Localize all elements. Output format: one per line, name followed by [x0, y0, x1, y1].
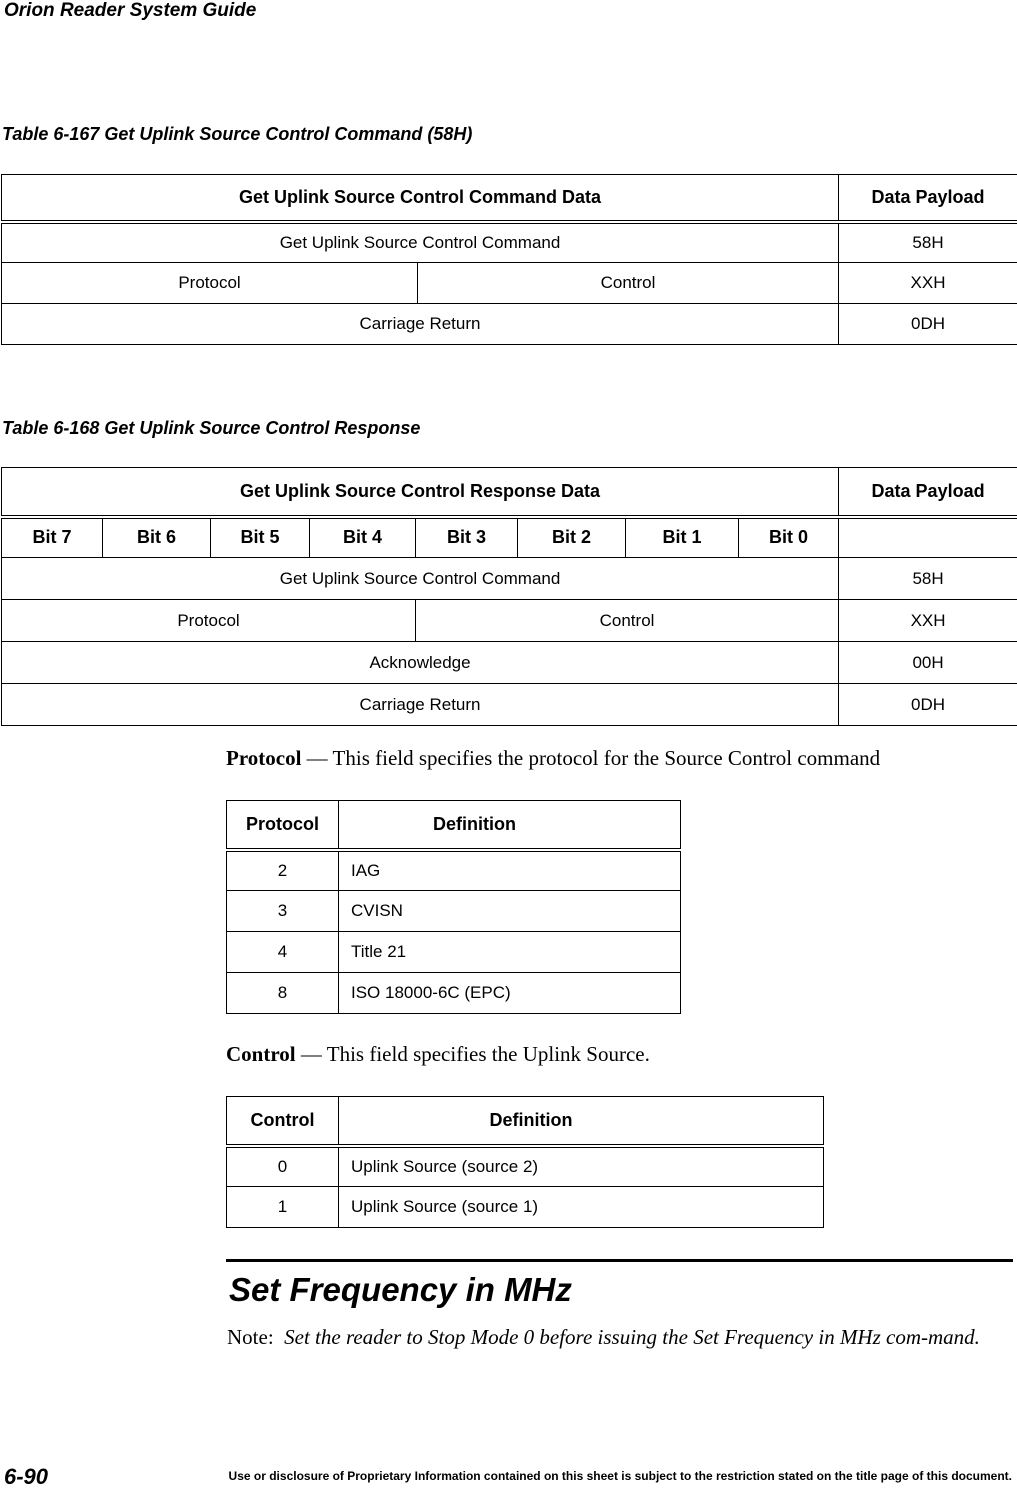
col-header-data: Get Uplink Source Control Response Data: [2, 468, 839, 517]
col-header-definition: Definition: [339, 801, 681, 850]
control-definition: Uplink Source (source 1): [339, 1187, 824, 1228]
cell-protocol-control-value: XXH: [839, 263, 1017, 304]
page-number: 6-90: [4, 1464, 49, 1489]
bit-header: Bit 3: [416, 517, 518, 558]
section-rule: [226, 1259, 1013, 1262]
col-header-control: Control: [227, 1097, 339, 1146]
protocol-code: 3: [227, 891, 339, 932]
bit-header: Bit 4: [310, 517, 416, 558]
cell-command-value: 58H: [839, 222, 1017, 263]
cell-control: Control: [416, 600, 839, 642]
protocol-paragraph: [226, 746, 880, 771]
control-code: 1: [227, 1187, 339, 1228]
bit-payload-blank: [839, 517, 1017, 558]
col-header-definition: Definition: [339, 1097, 824, 1146]
control-table: [226, 1096, 824, 1228]
table-168: [1, 467, 1017, 726]
protocol-table: [226, 800, 681, 1014]
cell-protocol-control-value: XXH: [839, 600, 1017, 642]
cell-protocol: Protocol: [2, 263, 418, 304]
control-term: Control: [226, 1042, 296, 1066]
protocol-description: This field specifies the protocol for the Source Control command: [332, 746, 881, 770]
protocol-definition: IAG: [339, 850, 681, 891]
protocol-definition: CVISN: [339, 891, 681, 932]
table-167: [1, 174, 1017, 345]
cell-control: Control: [418, 263, 839, 304]
note-paragraph: [227, 1324, 1002, 1351]
control-definition: Uplink Source (source 2): [339, 1146, 824, 1187]
cell-carriage-return: Carriage Return: [2, 684, 839, 726]
protocol-term: Protocol: [226, 746, 302, 770]
cell-command-label: Get Uplink Source Control Command: [2, 558, 839, 600]
protocol-code: 4: [227, 932, 339, 973]
running-header: Orion Reader System Guide: [4, 0, 257, 21]
em-dash: —: [295, 1042, 327, 1066]
cell-carriage-return-value: 0DH: [839, 684, 1017, 726]
bit-header: Bit 0: [739, 517, 839, 558]
control-code: 0: [227, 1146, 339, 1187]
bit-header: Bit 1: [626, 517, 739, 558]
cell-acknowledge: Acknowledge: [2, 642, 839, 684]
col-header-data: Get Uplink Source Control Command Data: [2, 175, 839, 222]
control-paragraph: [226, 1042, 650, 1067]
protocol-code: 2: [227, 850, 339, 891]
protocol-definition: Title 21: [339, 932, 681, 973]
section-title: Set Frequency in MHz: [229, 1271, 572, 1308]
em-dash: —: [301, 746, 333, 770]
cell-command-value: 58H: [839, 558, 1017, 600]
cell-carriage-return-value: 0DH: [839, 304, 1017, 345]
table-caption-168: Table 6-168 Get Uplink Source Control Response: [2, 418, 421, 438]
cell-command-label: Get Uplink Source Control Command: [2, 222, 839, 263]
proprietary-notice: Use or disclosure of Proprietary Information contained on this sheet is subject to the restriction stated on the title page of this document.: [228, 1469, 1012, 1483]
bit-header: Bit 7: [2, 517, 103, 558]
table-caption-167: Table 6-167 Get Uplink Source Control Command (58H): [2, 124, 473, 144]
cell-protocol: Protocol: [2, 600, 416, 642]
cell-carriage-return: Carriage Return: [2, 304, 839, 345]
protocol-code: 8: [227, 973, 339, 1014]
note-label: Note:: [227, 1325, 274, 1349]
col-header-payload: Data Payload: [839, 175, 1017, 222]
bit-header: Bit 2: [518, 517, 626, 558]
control-description: This field specifies the Uplink Source.: [326, 1042, 650, 1066]
col-header-payload: Data Payload: [839, 468, 1017, 517]
note-text: Set the reader to Stop Mode 0 before issuing the Set Frequency in MHz com-mand.: [284, 1325, 980, 1349]
protocol-definition: ISO 18000-6C (EPC): [339, 973, 681, 1014]
bit-header: Bit 5: [211, 517, 310, 558]
col-header-protocol: Protocol: [227, 801, 339, 850]
bit-header: Bit 6: [103, 517, 211, 558]
cell-acknowledge-value: 00H: [839, 642, 1017, 684]
